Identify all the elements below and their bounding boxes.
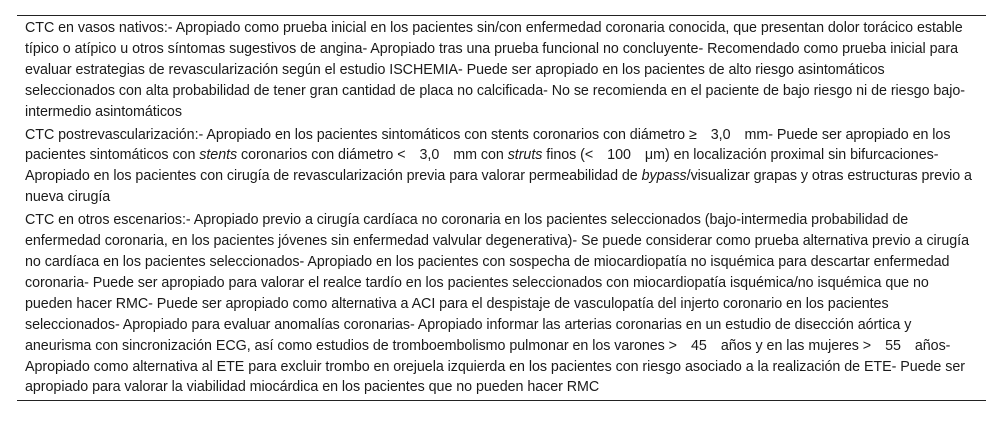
- row-text-segment: CTC postrevascularización:- Apropiado en los pacientes sintomáticos con stents coronarios con diámetro ≥: [25, 126, 697, 143]
- row-text-segment: años- Apropiado como alternativa al ETE para excluir trombo en orejuela izquierda en los pacientes con riesgo asociado a la realización de ETE- Puede ser apropiado para valorar la viabilidad miocárdica en los pacientes que no pueden hacer RMC: [25, 337, 965, 396]
- row-text-segment: mm con: [453, 147, 508, 164]
- row-text-segment: finos (<: [542, 147, 594, 164]
- row-text-segment: μm) en localización proximal sin bifurcaciones- Apropiado en los pacientes con cirugía de revascularización previa para valorar permeabilidad de: [25, 147, 939, 185]
- row-text-segment: 3,0: [710, 126, 731, 143]
- row-text-segment: 45: [691, 337, 707, 354]
- table-row-native-vessels: [25, 18, 978, 123]
- row-text-segment: CTC en otros escenarios:- Apropiado previo a cirugía cardíaca no coronaria en los pacientes seleccionados (bajo-intermedia probabilidad de enfermedad coronaria, en los pacientes jóvenes sin enfermedad valvular degenerativa)- Se puede considerar como prueba alternativa previo a cirugía no cardíaca en los pacientes seleccionados- Apropiado en los pacientes con sospecha de miocardiopatía no isquémica para descartar enfermedad coronaria- Puede ser apropiado para valorar el realce tardío en los pacientes seleccionados con miocardiopatía isquémica/no isquémica que no pueden hacer RMC- Puede ser apropiado como alternativa a ACI para el despistaje de vasculopatía del injerto coronario en los pacientes seleccionados- Apropiado para evaluar anomalías coronarias- Apropiado informar las arterias coronarias en un estudio de disección aórtica y aneurisma con sincronización ECG, así como estudios de tromboembolismo pulmonar en los varones >: [25, 212, 970, 354]
- table-body: [17, 16, 986, 398]
- italic-term: bypass: [641, 168, 687, 185]
- table-bottom-rule: [17, 400, 986, 401]
- table-row-post-revascularization: [25, 125, 978, 209]
- row-text-segment: 3,0: [419, 147, 440, 164]
- row-text-segment: 55: [885, 337, 901, 354]
- italic-term: stents: [199, 147, 238, 164]
- recommendations-table: [17, 15, 986, 401]
- row-text-segment: coronarios con diámetro <: [237, 147, 406, 164]
- italic-term: struts: [507, 147, 543, 164]
- row-text-segment: años y en las mujeres >: [720, 337, 872, 354]
- row-text-segment: CTC en vasos nativos:- Apropiado como prueba inicial en los pacientes sin/con enfermedad coronaria conocida, que presentan dolor torácico estable típico o atípico u otros síntomas sugestivos de angina- Apropiado tras una prueba funcional no concluyente- Recomendado como prueba inicial para evaluar estrategias de revascularización según el estudio ISCHEMIA- Puede ser apropiado en los pacientes de alto riesgo asintomáticos seleccionados con alta probabilidad de tener gran cantidad de placa no calcificada- No se recomienda en el paciente de bajo riesgo ni de riesgo bajo-intermedio asintomáticos: [25, 20, 965, 120]
- row-text-segment: /visualizar grapas y otras estructuras previo a nueva cirugía: [25, 168, 972, 206]
- row-text-segment: mm- Puede ser apropiado en los pacientes sintomáticos con: [25, 126, 951, 164]
- row-text-segment: 100: [607, 147, 631, 164]
- table-row-other-scenarios: [25, 210, 978, 398]
